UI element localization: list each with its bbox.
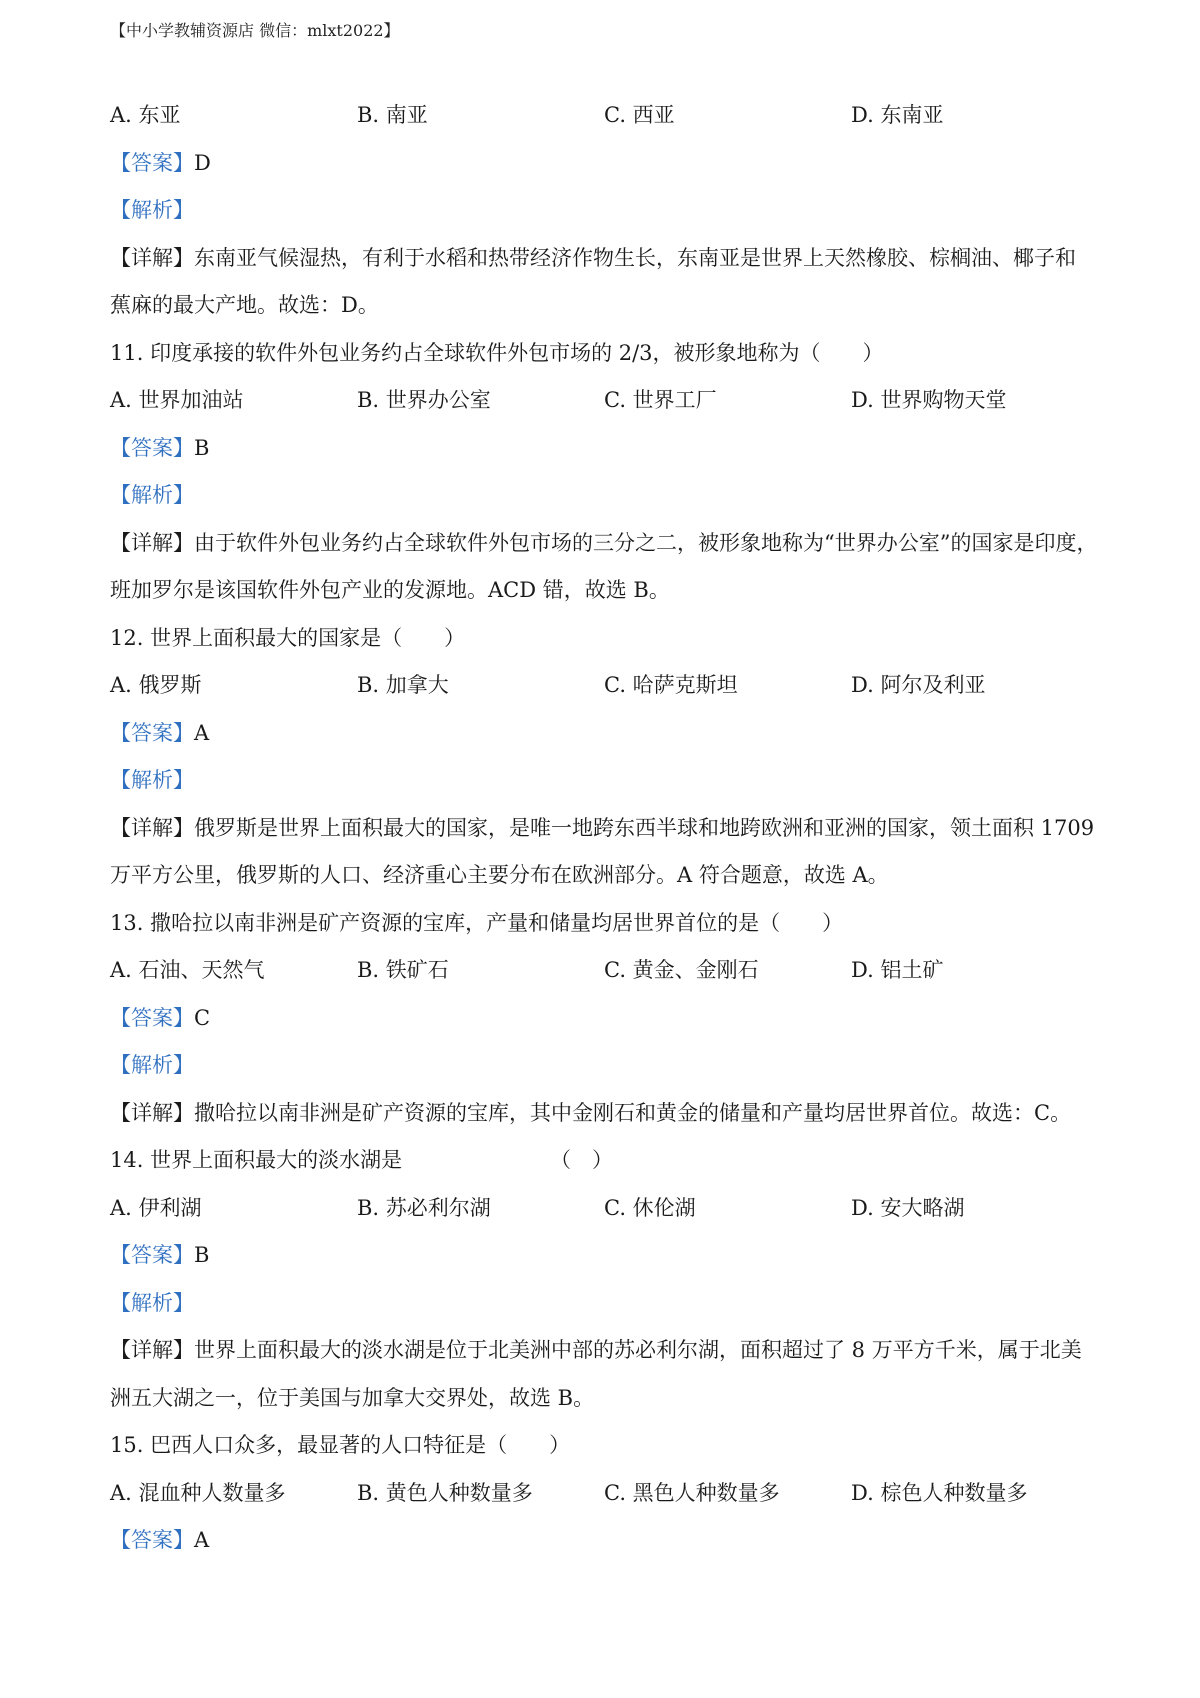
q10-option-b: B. 南亚 <box>357 103 428 127</box>
q15-answer <box>110 1517 1100 1565</box>
q13-detail <box>110 1090 1100 1138</box>
q15-option-c: C. 黑色人种数量多 <box>604 1480 780 1505</box>
q12-detail-cont: 万平方公里，俄罗斯的人口、经济重心主要分布在欧洲部分。A 符合题意，故选 A。 <box>110 863 889 887</box>
q12-option-a: A. 俄罗斯 <box>110 673 202 697</box>
q14-option-d: D. 安大略湖 <box>851 1195 965 1220</box>
answer-value: B <box>194 435 210 460</box>
q10-options <box>110 92 1100 140</box>
answer-value: C <box>194 1005 211 1030</box>
answer-value: B <box>194 1243 210 1267</box>
detail-text: 世界上面积最大的淡水湖是位于北美洲中部的苏必利尔湖，面积超过了 8 万平方千米，属于北美 <box>194 1338 1082 1362</box>
q11-question: 11. 印度承接的软件外包业务约占全球软件外包市场的 2/3，被形象地称为（ ） <box>110 340 884 365</box>
q14-detail <box>110 1327 1100 1375</box>
answer-label: 【答案】 <box>110 435 194 460</box>
answer-value: A <box>194 1528 210 1552</box>
detail-label: 【详解】 <box>110 815 194 840</box>
q10-detail-cont: 蕉麻的最大产地。故选：D。 <box>110 293 379 317</box>
detail-text: 由于软件外包业务约占全球软件外包市场的三分之二，被形象地称为“世界办公室”的国家是印度， <box>194 530 1098 555</box>
answer-label: 【答案】 <box>110 1243 194 1267</box>
q11-analysis-label: 【解析】 <box>110 483 194 507</box>
q15-question: 15. 巴西人口众多，最显著的人口特征是（ ） <box>110 1433 571 1457</box>
answer-value: A <box>194 720 210 745</box>
detail-text: 东南亚气候湿热，有利于水稻和热带经济作物生长，东南亚是世界上天然橡胶、棕榈油、椰子和 <box>194 245 1076 270</box>
q12-option-b: B. 加拿大 <box>357 673 449 697</box>
q12-option-d: D. 阿尔及利亚 <box>851 673 986 697</box>
answer-paren: （ ） <box>550 1148 613 1172</box>
answer-label: 【答案】 <box>110 1528 194 1552</box>
q10-answer <box>110 140 1100 188</box>
q10-option-a: A. 东亚 <box>110 103 181 127</box>
q10-option-c: C. 西亚 <box>604 103 675 127</box>
detail-label: 【详解】 <box>110 245 194 270</box>
q10-detail <box>110 235 1100 283</box>
q15-options <box>110 1470 1100 1518</box>
q14-option-c: C. 休伦湖 <box>604 1195 696 1220</box>
q11-option-b: B. 世界办公室 <box>357 388 491 412</box>
q13-answer <box>110 995 1100 1043</box>
q14-analysis-label: 【解析】 <box>110 1290 194 1315</box>
q12-answer <box>110 710 1100 758</box>
detail-label: 【详解】 <box>110 1338 194 1362</box>
question-text: 14. 世界上面积最大的淡水湖是 <box>110 1148 403 1172</box>
q12-question: 12. 世界上面积最大的国家是（ ） <box>110 625 466 650</box>
q11-option-c: C. 世界工厂 <box>604 388 717 412</box>
answer-value: D <box>194 150 211 175</box>
q11-answer <box>110 425 1100 473</box>
q13-analysis-label: 【解析】 <box>110 1053 194 1077</box>
q12-option-c: C. 哈萨克斯坦 <box>604 673 738 697</box>
page-content <box>110 92 1100 1565</box>
detail-text: 撒哈拉以南非洲是矿产资源的宝库，其中金刚石和黄金的储量和产量均居世界首位。故选：C。 <box>194 1100 1072 1125</box>
watermark-header: 【中小学教辅资源店 微信：mlxt2022】 <box>110 21 400 40</box>
detail-label: 【详解】 <box>110 1100 194 1125</box>
q15-option-d: D. 棕色人种数量多 <box>851 1480 1028 1505</box>
q13-option-d: D. 铝土矿 <box>851 958 944 982</box>
q14-options <box>110 1185 1100 1233</box>
q13-option-c: C. 黄金、金刚石 <box>604 958 759 982</box>
q15-option-a: A. 混血种人数量多 <box>110 1480 286 1505</box>
q11-option-d: D. 世界购物天堂 <box>851 388 1007 412</box>
q11-option-a: A. 世界加油站 <box>110 388 244 412</box>
q12-analysis-label: 【解析】 <box>110 768 194 792</box>
q11-options <box>110 377 1100 425</box>
q14-option-a: A. 伊利湖 <box>110 1195 202 1220</box>
q12-options <box>110 662 1100 710</box>
q14-option-b: B. 苏必利尔湖 <box>357 1195 491 1220</box>
q14-answer <box>110 1232 1100 1280</box>
answer-label: 【答案】 <box>110 1005 194 1030</box>
q12-detail <box>110 805 1100 853</box>
q10-option-d: D. 东南亚 <box>851 103 944 127</box>
q14-question <box>110 1137 1100 1185</box>
detail-text: 俄罗斯是世界上面积最大的国家，是唯一地跨东西半球和地跨欧洲和亚洲的国家，领土面积 1709 <box>194 815 1095 840</box>
q13-question: 13. 撒哈拉以南非洲是矿产资源的宝库，产量和储量均居世界首位的是（ ） <box>110 910 844 935</box>
q13-options <box>110 947 1100 995</box>
answer-label: 【答案】 <box>110 150 194 175</box>
q13-option-a: A. 石油、天然气 <box>110 958 265 982</box>
q14-detail-cont: 洲五大湖之一，位于美国与加拿大交界处，故选 B。 <box>110 1385 595 1410</box>
q11-detail-cont: 班加罗尔是该国软件外包产业的发源地。ACD 错，故选 B。 <box>110 578 670 602</box>
q10-analysis-label: 【解析】 <box>110 198 194 222</box>
q15-option-b: B. 黄色人种数量多 <box>357 1480 533 1505</box>
detail-label: 【详解】 <box>110 530 194 555</box>
q13-option-b: B. 铁矿石 <box>357 958 449 982</box>
q11-detail <box>110 520 1100 568</box>
answer-label: 【答案】 <box>110 720 194 745</box>
